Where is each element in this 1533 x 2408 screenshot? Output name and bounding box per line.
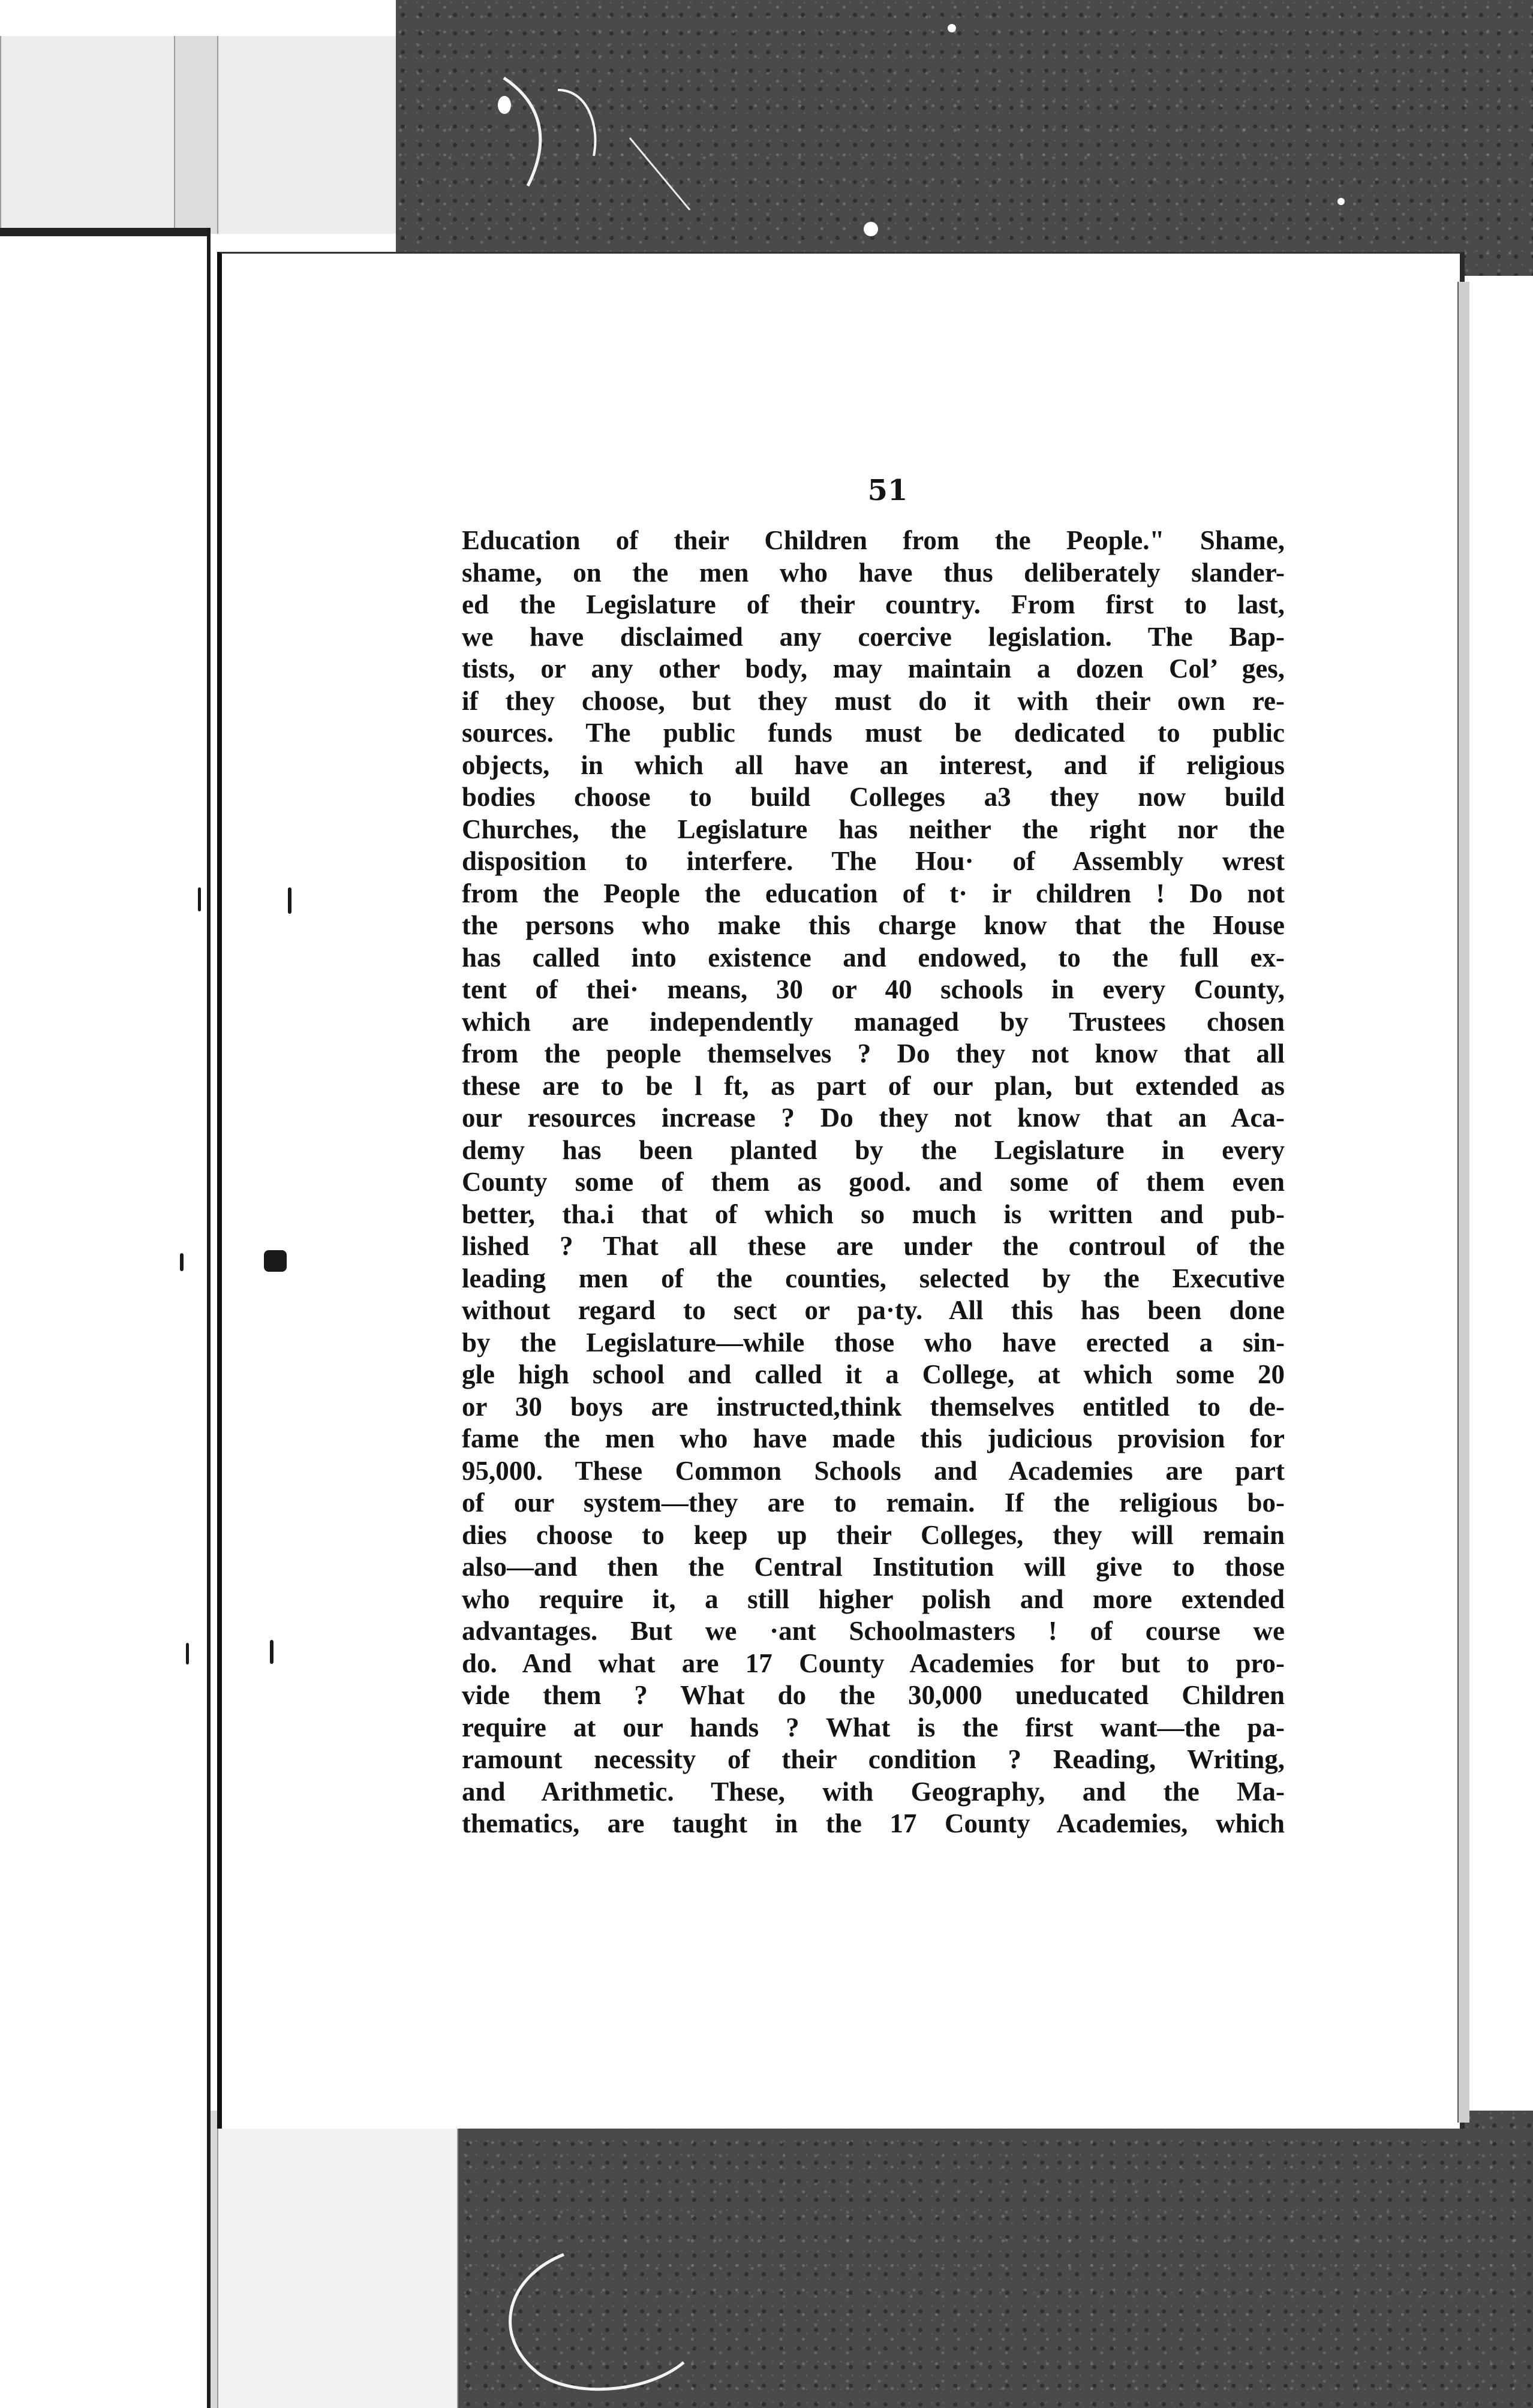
text-line: the persons who make this charge know that the House (462, 910, 1285, 940)
text-line: dies choose to keep up their Colleges, they will remain (462, 1519, 1285, 1550)
text-line: objects, in which all have an interest, and if religious (462, 750, 1285, 780)
page-number: 51 (867, 474, 908, 507)
margin-mark (180, 1253, 184, 1271)
margin-mark (288, 887, 291, 914)
margin-mark (198, 887, 201, 911)
dust-speck (1337, 198, 1345, 205)
text-line: from the people themselves ? Do they not know that all (462, 1039, 1285, 1068)
text-line: disposition to interfere. The Hou· of Assembly wrest (462, 846, 1285, 876)
text-line: Churches, the Legislature has neither the right nor the (462, 814, 1285, 844)
text-line: if they choose, but they must do it with their own re- (462, 685, 1285, 716)
text-line: vide them ? What do the 30,000 uneducated Children (462, 1680, 1285, 1710)
text-line: better, tha.i that of which so much is written and pub- (462, 1199, 1285, 1229)
text-line: Education of their Children from the People." Shame, (462, 525, 1285, 555)
text-line: without regard to sect or pa·ty. All this has been done (462, 1295, 1285, 1325)
text-line: advantages. But we ·ant Schoolmasters ! of course we (462, 1616, 1285, 1646)
margin-mark (270, 1640, 273, 1664)
text-line: tent of thei· means, 30 or 40 schools in every County, (462, 974, 1285, 1004)
scribble-mark-top (492, 66, 708, 222)
text-line: County some of them as good. and some of them even (462, 1167, 1285, 1197)
text-line: and Arithmetic. These, with Geography, and the Ma- (462, 1776, 1285, 1807)
text-line: these are to be l ft, as part of our plan, but extended as (462, 1070, 1285, 1101)
left-facing-page (0, 228, 211, 2408)
text-line: from the People the education of t· ir children ! Do not (462, 878, 1285, 908)
dust-speck (948, 24, 956, 32)
text-line: gle high school and called it a College, at which some 20 (462, 1359, 1285, 1389)
text-line: leading men of the counties, selected by the Executive (462, 1263, 1285, 1293)
text-line: 95,000. These Common Schools and Academies are part (462, 1455, 1285, 1486)
left-page-shadow (0, 228, 207, 236)
text-line: lished ? That all these are under the controul of the (462, 1231, 1285, 1261)
margin-mark (264, 1250, 287, 1272)
text-line: of our system—they are to remain. If the religious bo- (462, 1488, 1285, 1518)
binding-tape-top-inner (174, 36, 218, 234)
text-line: has called into existence and endowed, to the full ex- (462, 942, 1285, 973)
scribble-mark-bottom (468, 2243, 708, 2408)
body-text (462, 525, 1285, 1840)
text-line: demy has been planted by the Legislature in every (462, 1134, 1285, 1165)
text-line: sources. The public funds must be dedicated to public (462, 718, 1285, 748)
text-line: shame, on the men who have thus deliberately slander- (462, 557, 1285, 588)
text-line: require at our hands ? What is the first want—the pa- (462, 1712, 1285, 1742)
text-line: ramount necessity of their condition ? Reading, Writing, (462, 1744, 1285, 1774)
page-edge-right (1457, 282, 1469, 2123)
text-line: who require it, a still higher polish and more extended (462, 1584, 1285, 1614)
text-line: we have disclaimed any coercive legislation. The Bap- (462, 621, 1285, 652)
text-line: also—and then the Central Institution will give to those (462, 1552, 1285, 1582)
text-line: fame the men who have made this judicious provision for (462, 1423, 1285, 1453)
text-line: which are independently managed by Trustees chosen (462, 1006, 1285, 1037)
text-line: thematics, are taught in the 17 County Academies, which (462, 1808, 1285, 1838)
dust-speck (864, 222, 878, 236)
text-line: tists, or any other body, may maintain a dozen Col’ ges, (462, 654, 1285, 684)
text-line: bodies choose to build Colleges a3 they now build (462, 782, 1285, 812)
text-line: do. And what are 17 County Academies for but to pro- (462, 1648, 1285, 1678)
text-line: or 30 boys are instructed,think themselves entitled to de- (462, 1391, 1285, 1422)
text-line: by the Legislature—while those who have erected a sin- (462, 1327, 1285, 1357)
text-line: our resources increase ? Do they not know that an Aca- (462, 1103, 1285, 1133)
margin-mark (186, 1643, 189, 1664)
text-line: ed the Legislature of their country. From first to last, (462, 589, 1285, 619)
